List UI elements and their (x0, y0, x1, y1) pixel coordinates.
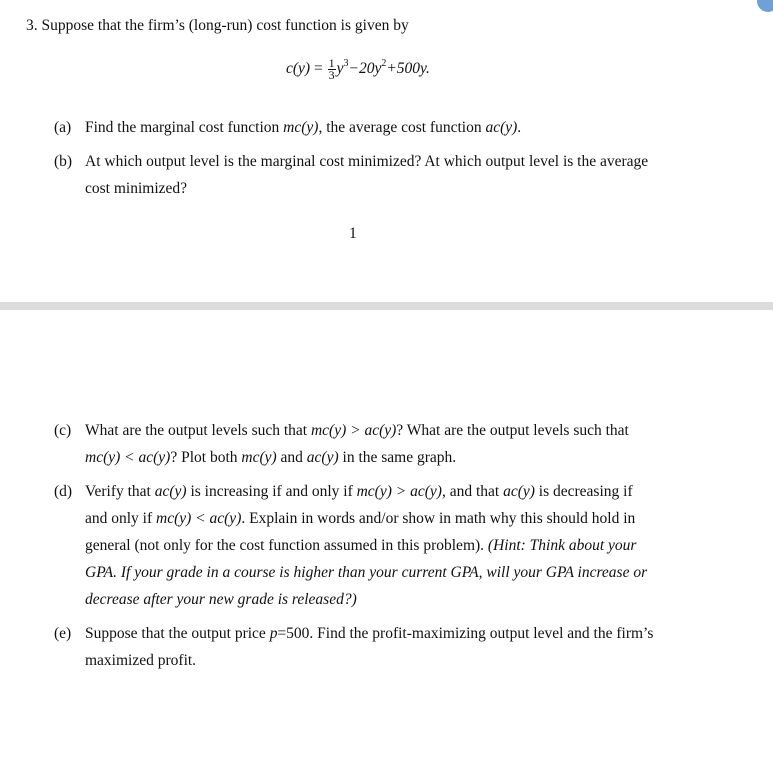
problem-number: 3. (26, 17, 38, 34)
part-d-text-6: . Explain in words and/or show in math why this should hold in (241, 510, 636, 527)
equation-exponent-2: 2 (381, 58, 387, 70)
part-d-math-1: ac(y) (154, 483, 187, 500)
equation-tail-term: +500y. (386, 60, 430, 78)
part-c-label: (c) (54, 422, 72, 439)
part-c (54, 417, 714, 471)
part-d-text-5: and only if (85, 510, 153, 527)
part-d-hint-3: decrease after your new grade is released?) (85, 591, 357, 608)
part-b-label: (b) (54, 153, 73, 170)
equation-lhs: c(y) (286, 60, 311, 78)
part-d (54, 478, 714, 613)
part-c-text-4: and (280, 449, 303, 466)
page-divider (0, 302, 773, 310)
part-d-hint-2: GPA. If your grade in a course is higher than your current GPA, will your GPA increase or (85, 564, 648, 581)
part-a-text-1: Find the marginal cost function (85, 119, 280, 136)
part-c-math-2: mc(y) < ac(y) (85, 449, 171, 466)
fraction-denominator: 3 (328, 68, 335, 82)
part-d-math-3: ac(y) (503, 483, 535, 500)
part-c-math-4: ac(y) (306, 449, 339, 466)
part-d-text-1: Verify that (85, 483, 151, 500)
part-d-hint-1: (Hint: Think about your (487, 537, 637, 554)
part-a-text-3: . (517, 119, 522, 136)
problem-header (26, 17, 409, 35)
part-e (54, 620, 714, 674)
cost-equation: c(y) = $\frac{1}{3}$ $y^3-20y^2+500y$. (286, 56, 430, 82)
part-e-text-3: maximized profit. (85, 652, 197, 669)
equation-exponent-3: 3 (343, 58, 349, 70)
part-c-text-2: ? What are the output levels such that (396, 422, 629, 439)
part-d-text-7: general (not only for the cost function assumed in this problem). (85, 537, 485, 554)
problem-intro: Suppose that the firm’s (long-run) cost function is given by (41, 17, 409, 34)
page-number: 1 (349, 225, 357, 242)
part-a-math-ac: ac(y) (485, 119, 518, 136)
part-c-text-5: in the same graph. (342, 449, 457, 466)
part-c-math-3: mc(y) (241, 449, 277, 466)
part-a-math-mc: mc(y) (283, 119, 319, 136)
part-b-line-2: cost minimized? (85, 180, 188, 197)
part-a-text-2: , the average cost function (318, 119, 482, 136)
part-a (54, 114, 714, 141)
equation-middle-term: −20y (348, 60, 382, 78)
part-d-label: (d) (54, 483, 73, 500)
part-d-math-4: mc(y) < ac(y) (156, 510, 242, 527)
part-b-line-1: At which output level is the marginal cost minimized? At which output level is the average (85, 153, 649, 170)
part-d-text-4: is decreasing if (538, 483, 633, 500)
part-d-text-3: , and that (441, 483, 500, 500)
part-e-text-1: Suppose that the output price (85, 625, 266, 642)
part-c-math-1: mc(y) > ac(y) (310, 422, 397, 439)
equation-y-cubed-base: y (336, 60, 344, 78)
part-e-text-2: =500. Find the profit-maximizing output level and the firm’s (277, 625, 654, 642)
corner-badge-icon (757, 0, 773, 12)
part-c-text-3: ? Plot both (170, 449, 238, 466)
part-e-math-price: p (269, 625, 278, 642)
part-c-text-1: What are the output levels such that (85, 422, 308, 439)
part-a-label: (a) (54, 119, 72, 136)
part-d-math-2: mc(y) > ac(y) (356, 483, 442, 500)
equation-fraction (328, 58, 336, 81)
part-e-label: (e) (54, 625, 72, 642)
fraction-numerator: 1 (328, 56, 335, 70)
part-b (54, 148, 714, 202)
part-d-text-2: is increasing if and only if (190, 483, 353, 500)
